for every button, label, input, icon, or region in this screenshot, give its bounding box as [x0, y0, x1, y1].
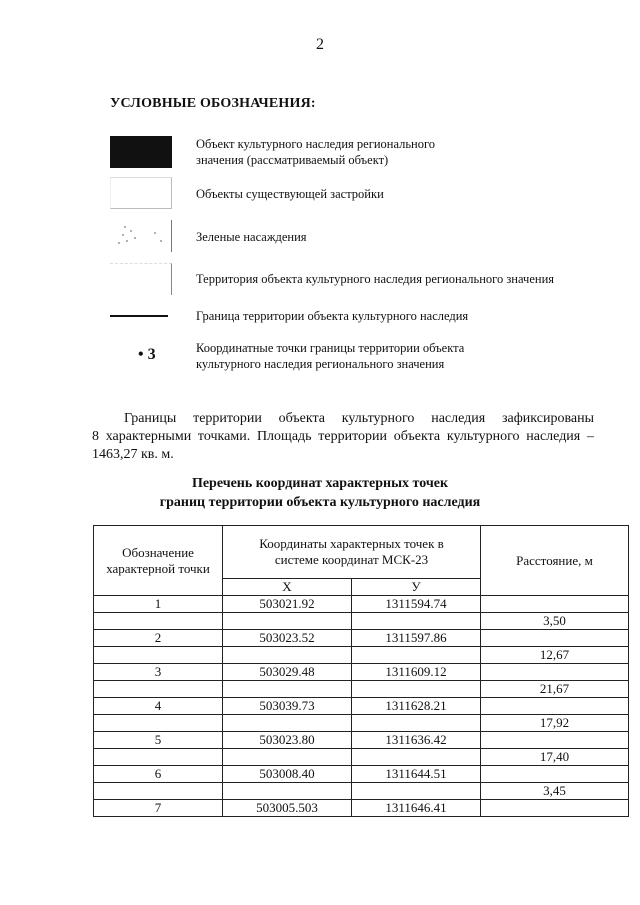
distance-cell-empty: [481, 732, 629, 749]
legend-text: Граница территории объекта культурного наследия: [196, 309, 469, 323]
y-coordinate-cell: 1311628.21: [352, 698, 481, 715]
table-row-distance: [94, 749, 629, 766]
empty-cell: [223, 647, 352, 664]
table-row: [94, 630, 629, 647]
empty-cell: [94, 749, 223, 766]
empty-cell: [352, 647, 481, 664]
header-x: X: [223, 579, 352, 596]
empty-cell: [94, 715, 223, 732]
table-row: [94, 766, 629, 783]
header-y: У: [352, 579, 481, 596]
table-row: [94, 596, 629, 613]
table-row-distance: [94, 613, 629, 630]
x-coordinate-cell: 503008.40: [223, 766, 352, 783]
distance-cell-empty: [481, 800, 629, 817]
table-row: [94, 800, 629, 817]
page-number: 2: [316, 36, 324, 53]
y-coordinate-cell: 1311646.41: [352, 800, 481, 817]
distance-cell-empty: [481, 596, 629, 613]
distance-cell: 17,40: [481, 749, 629, 766]
legend-text: Объект культурного наследия регионального значения (рассматриваемый объект): [196, 137, 436, 167]
header-distance: Расстояние, м: [481, 526, 629, 596]
empty-cell: [223, 783, 352, 800]
distance-cell: 3,50: [481, 613, 629, 630]
point-number-cell: 6: [94, 766, 223, 783]
distance-cell: 21,67: [481, 681, 629, 698]
y-coordinate-cell: 1311609.12: [352, 664, 481, 681]
table-row: [94, 698, 629, 715]
y-coordinate-cell: 1311597.86: [352, 630, 481, 647]
distance-cell: 12,67: [481, 647, 629, 664]
empty-cell: [223, 715, 352, 732]
table-row: [94, 732, 629, 749]
empty-cell: [223, 749, 352, 766]
solid-boundary-line-icon: [110, 315, 168, 317]
legend-text: Территория объекта культурного наследия регионального значения: [196, 272, 555, 286]
table-row-distance: [94, 783, 629, 800]
x-coordinate-cell: 503039.73: [223, 698, 352, 715]
x-coordinate-cell: 503029.48: [223, 664, 352, 681]
empty-cell: [223, 613, 352, 630]
table-row-distance: [94, 647, 629, 664]
point-number-cell: 4: [94, 698, 223, 715]
outlined-rect-icon: [110, 177, 172, 209]
distance-cell-empty: [481, 664, 629, 681]
point-number-cell: 5: [94, 732, 223, 749]
point-number-cell: 2: [94, 630, 223, 647]
table-row-distance: [94, 715, 629, 732]
table-row-distance: [94, 681, 629, 698]
distance-cell: 17,92: [481, 715, 629, 732]
table-row: [94, 664, 629, 681]
x-coordinate-cell: 503005.503: [223, 800, 352, 817]
legend-text: Координатные точки границы территории объекта культурного наследия регионального значения: [196, 341, 465, 371]
empty-cell: [352, 681, 481, 698]
coordinate-point-icon: • 3: [138, 346, 156, 363]
distance-cell: 3,45: [481, 783, 629, 800]
point-number-cell: 3: [94, 664, 223, 681]
empty-cell: [352, 749, 481, 766]
x-coordinate-cell: 503021.92: [223, 596, 352, 613]
empty-cell: [352, 715, 481, 732]
empty-cell: [352, 613, 481, 630]
empty-cell: [94, 783, 223, 800]
y-coordinate-cell: 1311636.42: [352, 732, 481, 749]
light-territory-area-icon: [110, 263, 172, 295]
territory-paragraph: Границы территории объекта культурного наследия зафиксированы 8 характерными точками. Площадь территории объекта культурного наследия – 1463,27 кв. м.: [92, 411, 594, 462]
point-number-cell: 1: [94, 596, 223, 613]
coordinates-table: [93, 525, 629, 817]
header-point: Обозначение характерной точки: [94, 526, 223, 596]
legend-title: УСЛОВНЫЕ ОБОЗНАЧЕНИЯ:: [110, 96, 316, 111]
empty-cell: [94, 613, 223, 630]
y-coordinate-cell: 1311594.74: [352, 596, 481, 613]
point-number-cell: 7: [94, 800, 223, 817]
empty-cell: [94, 681, 223, 698]
x-coordinate-cell: 503023.52: [223, 630, 352, 647]
x-coordinate-cell: 503023.80: [223, 732, 352, 749]
table-title: Перечень координат характерных точек границ территории объекта культурного наследия: [159, 476, 481, 510]
header-coordinates: Координаты характерных точек в системе координат МСК-23: [223, 526, 481, 579]
empty-cell: [223, 681, 352, 698]
solid-black-rect-icon: [110, 136, 172, 168]
empty-cell: [352, 783, 481, 800]
distance-cell-empty: [481, 766, 629, 783]
y-coordinate-cell: 1311644.51: [352, 766, 481, 783]
legend-text: Объекты существующей застройки: [196, 187, 384, 201]
empty-cell: [94, 647, 223, 664]
distance-cell-empty: [481, 698, 629, 715]
distance-cell-empty: [481, 630, 629, 647]
dotted-green-area-icon: [110, 220, 172, 252]
legend-text: Зеленые насаждения: [196, 230, 307, 244]
